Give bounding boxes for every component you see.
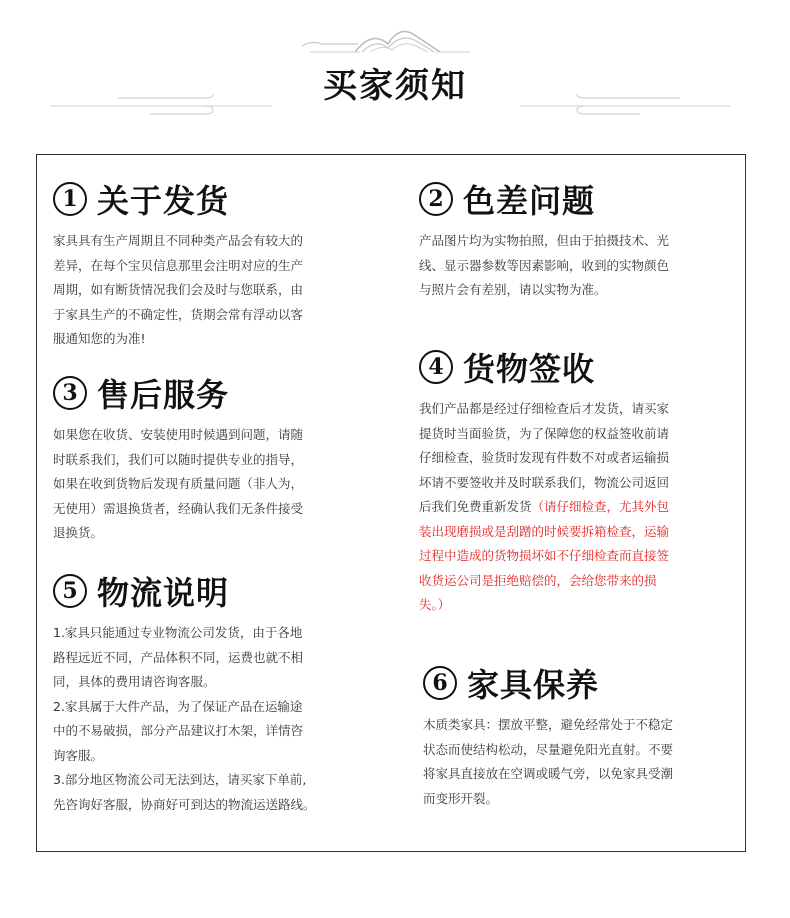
warning-text: （请仔细检查，尤其外包 — [531, 499, 670, 514]
section-color-difference — [419, 177, 669, 303]
body-line: 于家具生产的不确定性，货期会常有浮动以客 — [53, 306, 304, 322]
body-line: 状态而使结构松动，尽量避免阳光直射。不要 — [423, 741, 674, 757]
body-line: 先咨询好客服，协商好可到达的物流运送路线。 — [53, 796, 316, 812]
section-title: 售后服务 — [97, 376, 230, 414]
body-line: 3.部分地区物流公司无法到达，请买家下单前, — [53, 772, 307, 787]
number-badge: 2 — [419, 182, 453, 216]
body-line: 退换货。 — [53, 525, 104, 540]
number-badge: 5 — [53, 574, 87, 608]
section-after-sales — [53, 371, 303, 546]
number-badge: 3 — [53, 376, 87, 410]
body-line: 路程远近不同，产品体积不同，运费也就不相 — [53, 649, 304, 665]
body-line: 线、显示器参数等因素影响，收到的实物颜色 — [419, 257, 670, 273]
body-line: 后我们免费重新发货 — [419, 499, 532, 514]
body-line: 时联系我们，我们可以随时提供专业的指导， — [53, 451, 304, 467]
section-body — [419, 397, 669, 618]
warning-text: 失。） — [419, 597, 451, 612]
body-line-mixed — [419, 495, 669, 520]
body-line: 服通知您的为准! — [53, 331, 146, 346]
section-title: 家具保养 — [467, 666, 600, 704]
warning-text: 装出现磨损或是刮蹭的时候要拆箱检查，运输 — [419, 523, 670, 539]
body-line: 如果在收到货物后发现有质量问题（非人为， — [53, 476, 304, 491]
body-line: 1.家具只能通过专业物流公司发货，由于各地 — [53, 625, 303, 640]
body-line: 询客服。 — [53, 747, 104, 763]
section-body — [423, 713, 673, 811]
body-line: 提货时当面验货，为了保障您的权益签收前请 — [419, 425, 670, 441]
body-line: 将家具直接放在空调或暖气旁，以免家具受潮 — [423, 766, 674, 781]
number-badge: 6 — [423, 666, 457, 700]
section-title: 关于发货 — [97, 182, 230, 220]
section-shipping — [53, 177, 303, 352]
section-body — [53, 621, 316, 817]
notice-frame — [36, 154, 746, 852]
body-line: 如果您在收货、安装使用时候遇到问题，请随 — [53, 427, 304, 442]
number-badge: 4 — [419, 350, 453, 384]
body-line: 差异，在每个宝贝信息那里会注明对应的生产 — [53, 257, 304, 273]
section-body — [53, 423, 303, 546]
body-line: 我们产品都是经过仔细检查后才发货，请买家 — [419, 401, 670, 416]
body-line: 中的不易破损，部分产品建议打木架，详情咨 — [53, 723, 304, 738]
body-line: 与照片会有差别，请以实物为准。 — [419, 282, 607, 297]
warning-text: 过程中造成的货物损坏如不仔细检查而直接签 — [419, 548, 670, 563]
section-body — [419, 229, 669, 303]
body-line: 产品图片均为实物拍照，但由于拍摄技术、光 — [419, 233, 670, 248]
header-banner — [0, 0, 790, 150]
body-line: 坏请不要签收并及时联系我们，物流公司返回 — [419, 474, 670, 490]
section-receipt — [419, 345, 669, 618]
page-title: 买家须知 — [323, 66, 467, 106]
section-title: 色差问题 — [463, 182, 596, 220]
body-line: 家具具有生产周期且不同种类产品会有较大的 — [53, 233, 304, 248]
body-line: 而变形开裂。 — [423, 790, 499, 806]
body-line: 2.家具属于大件产品，为了保证产品在运输途 — [53, 698, 303, 714]
body-line: 周期，如有断货情况我们会及时与您联系，由 — [53, 282, 304, 297]
section-logistics — [53, 569, 316, 817]
body-line: 同，具体的费用请咨询客服。 — [53, 674, 216, 689]
section-maintenance — [423, 661, 673, 811]
body-line: 木质类家具：摆放平整，避免经常处于不稳定 — [423, 717, 674, 732]
warning-text: 收货运公司是拒绝赔偿的，会给您带来的损 — [419, 572, 657, 588]
number-badge: 1 — [53, 182, 87, 216]
body-line: 无使用）需退换货者，经确认我们无条件接受 — [53, 500, 304, 516]
section-title: 物流说明 — [97, 574, 230, 612]
body-line: 仔细检查，验货时发现有件数不对或者运输损 — [419, 450, 670, 465]
section-title: 货物签收 — [463, 350, 596, 388]
section-body — [53, 229, 303, 352]
